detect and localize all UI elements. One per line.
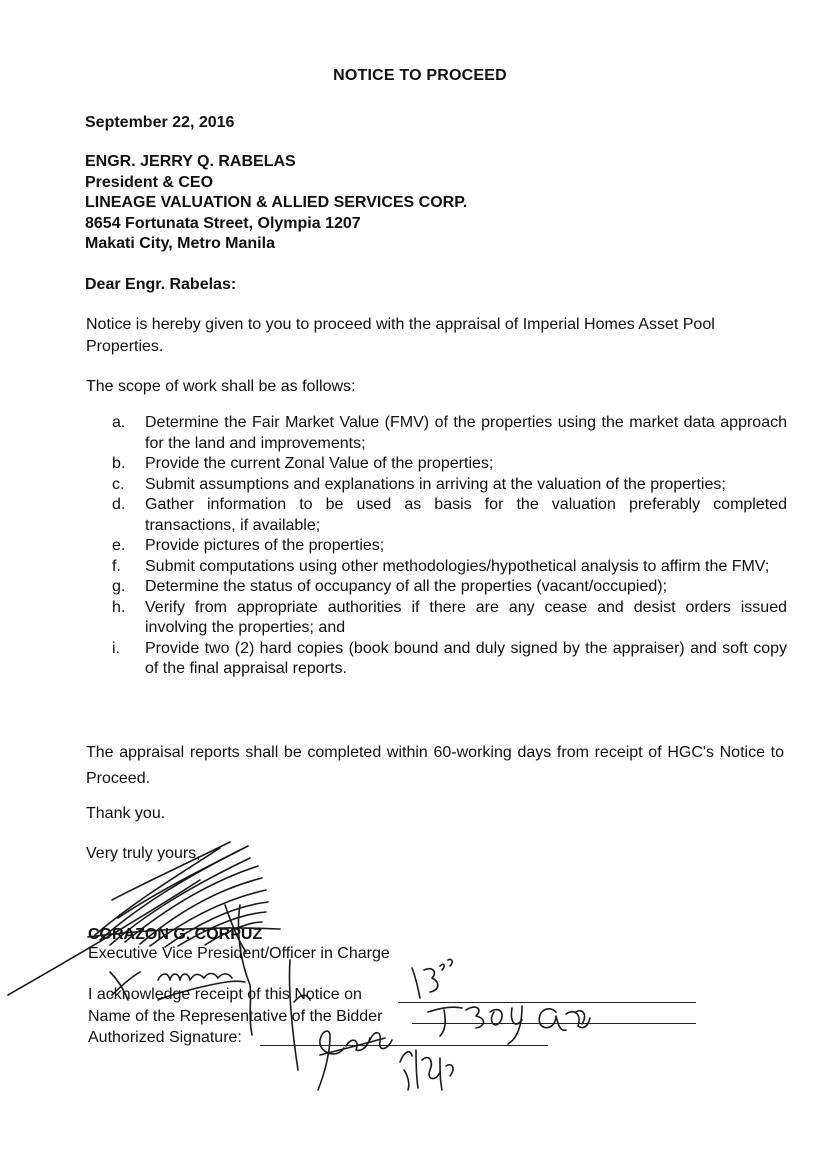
scope-item bbox=[112, 536, 787, 557]
salutation: Dear Engr. Rabelas: bbox=[85, 276, 237, 293]
scope-item-letter: g. bbox=[112, 578, 126, 595]
scope-item-letter: e. bbox=[112, 537, 126, 554]
letter-date: September 22, 2016 bbox=[85, 114, 235, 131]
scope-item-letter: b. bbox=[112, 455, 126, 472]
scope-item-letter: f. bbox=[112, 557, 121, 575]
handwritten-receipt-date bbox=[412, 959, 452, 998]
signer-title: Executive Vice President/Officer in Charge bbox=[88, 945, 390, 962]
ack-signature-label: Authorized Signature: bbox=[88, 1029, 242, 1046]
scope-item-text: Provide pictures of the properties; bbox=[145, 537, 385, 554]
scope-item bbox=[112, 454, 787, 475]
recipient-address-line1: 8654 Fortunata Street, Olympia 1207 bbox=[85, 214, 361, 232]
signer-name: CORAZON G. CORPUZ bbox=[88, 926, 263, 943]
signer-signature bbox=[8, 842, 280, 995]
document-title: NOTICE TO PROCEED bbox=[333, 67, 507, 84]
scope-item bbox=[112, 495, 787, 536]
ack-receipt-date-line bbox=[398, 1002, 696, 1003]
scope-list bbox=[112, 413, 787, 680]
scope-item-letter: c. bbox=[112, 475, 125, 493]
scope-item bbox=[112, 557, 787, 578]
ack-representative-label: Name of the Representative of the Bidder bbox=[88, 1008, 383, 1025]
completion-paragraph: The appraisal reports shall be completed within 60-working days from receipt of HGC's Notice to Proceed. bbox=[86, 744, 784, 787]
recipient-name: ENGR. JERRY Q. RABELAS bbox=[85, 153, 296, 170]
thanks-line: Thank you. bbox=[86, 805, 166, 822]
scope-item-text: Provide the current Zonal Value of the properties; bbox=[145, 455, 494, 472]
ack-signature-line bbox=[260, 1045, 548, 1046]
recipient-address-line2: Makati City, Metro Manila bbox=[85, 235, 275, 252]
scope-intro: The scope of work shall be as follows: bbox=[86, 378, 356, 395]
scope-item bbox=[112, 413, 787, 454]
scope-item bbox=[112, 598, 787, 639]
ack-representative-line bbox=[412, 1023, 696, 1024]
scope-item-text: Provide two (2) hard copies (book bound and duly signed by the appraiser) and soft copy of the final appraisal reports. bbox=[145, 639, 787, 677]
scope-item-text: Determine the Fair Market Value (FMV) of the properties using the market data approach for the land and improvements; bbox=[145, 414, 787, 452]
ack-receipt-label: I acknowledge receipt of this Notice on bbox=[88, 986, 362, 1003]
scope-item bbox=[112, 475, 787, 496]
scope-item-text: Submit computations using other methodologies/hypothetical analysis to affirm the FMV; bbox=[145, 557, 770, 575]
scope-item-text: Gather information to be used as basis for the valuation preferably completed transactions, if available; bbox=[145, 496, 787, 534]
scope-item-text: Submit assumptions and explanations in arriving at the valuation of the properties; bbox=[145, 475, 726, 493]
scope-item-letter: d. bbox=[112, 496, 126, 513]
intro-paragraph: Notice is hereby given to you to proceed with the appraisal of Imperial Homes Asset Pool Properties. bbox=[86, 316, 715, 355]
handwritten-authorized-signature bbox=[318, 1031, 453, 1090]
scope-item-text: Verify from appropriate authorities if there are any cease and desist orders issued involving the properties; and bbox=[145, 598, 787, 636]
scope-item-text: Determine the status of occupancy of all the properties (vacant/occupied); bbox=[145, 578, 668, 595]
recipient-position: President & CEO bbox=[85, 173, 214, 191]
recipient-block bbox=[85, 152, 467, 255]
handwritten-representative-name bbox=[428, 1006, 590, 1044]
closing-line: Very truly yours, bbox=[86, 845, 201, 862]
recipient-company: LINEAGE VALUATION & ALLIED SERVICES CORP. bbox=[85, 194, 468, 211]
scope-item bbox=[112, 639, 787, 680]
scope-item-letter: a. bbox=[112, 414, 126, 431]
scope-item-letter: i. bbox=[112, 639, 120, 657]
scope-item-letter: h. bbox=[112, 598, 126, 616]
scope-item bbox=[112, 577, 787, 598]
